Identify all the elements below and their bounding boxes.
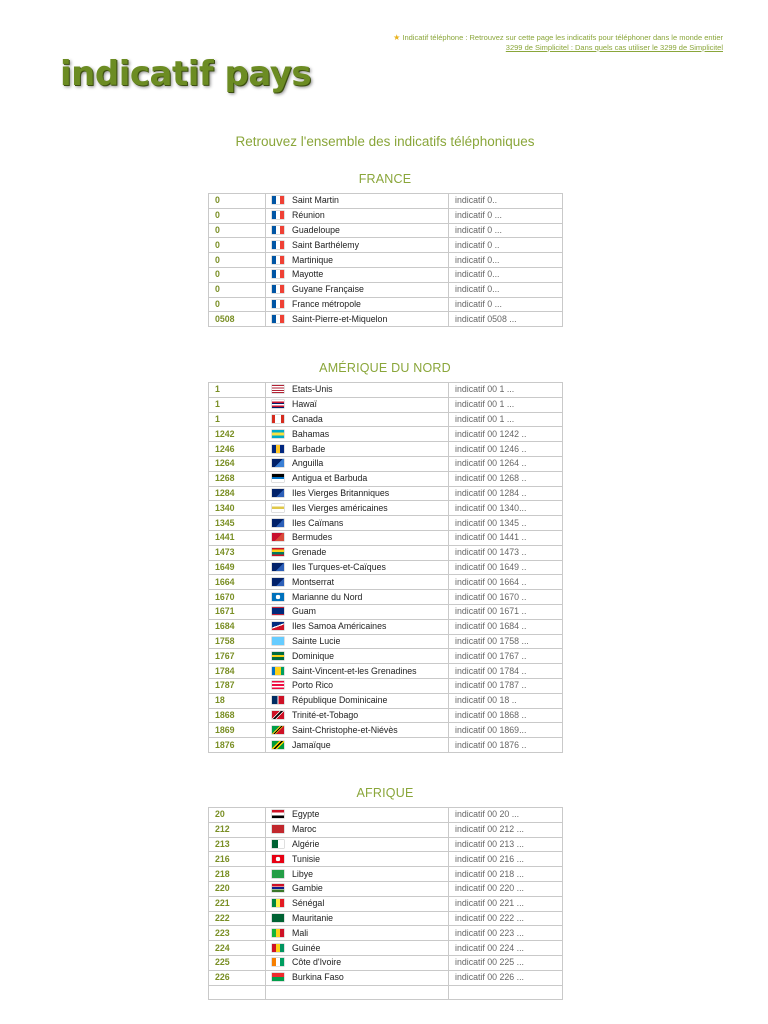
section-title-france: FRANCE	[358, 172, 412, 186]
country-cell	[266, 282, 449, 297]
table-row	[209, 896, 563, 911]
country-code: 1441	[209, 530, 266, 545]
flag-mr-icon	[272, 914, 284, 922]
country-name: Marianne du Nord	[292, 591, 363, 602]
flag-kn-icon	[272, 726, 284, 734]
indicatif-link-senegal[interactable]: indicatif 00 221 ...	[449, 896, 563, 911]
flag-hi-icon	[272, 400, 284, 408]
indicatif-link-antigua-et-barbuda[interactable]: indicatif 00 1268 ..	[449, 471, 563, 486]
country-cell	[266, 545, 449, 560]
country-cell	[266, 926, 449, 941]
country-cell	[266, 412, 449, 427]
country-code: 1649	[209, 560, 266, 575]
country-name: Burkina Faso	[292, 972, 344, 983]
flag-gn-icon	[272, 944, 284, 952]
indicatif-link-mauritanie[interactable]: indicatif 00 222 ...	[449, 911, 563, 926]
country-code: 1876	[209, 738, 266, 753]
country-code: 0	[209, 208, 266, 223]
table-row	[209, 530, 563, 545]
table-row	[209, 383, 563, 398]
country-code: 0	[209, 238, 266, 253]
country-code: 1	[209, 397, 266, 412]
flag-pr-icon	[272, 681, 284, 689]
country-code: 1767	[209, 649, 266, 664]
country-cell	[266, 911, 449, 926]
table-row	[209, 837, 563, 852]
country-code: 1242	[209, 427, 266, 442]
indicatif-link-egypte[interactable]: indicatif 00 20 ...	[449, 808, 563, 823]
flag-bb-icon	[272, 445, 284, 453]
country-code: 0	[209, 282, 266, 297]
table-row	[209, 619, 563, 634]
flag-as-icon	[272, 622, 284, 630]
country-cell	[266, 693, 449, 708]
flag-vc-icon	[272, 667, 284, 675]
country-code: 221	[209, 896, 266, 911]
indicatif-link-barbade[interactable]: indicatif 00 1246 ..	[449, 442, 563, 457]
indicatif-link-marianne-du-nord[interactable]: indicatif 00 1670 ..	[449, 590, 563, 605]
country-name: Maroc	[292, 824, 317, 835]
flag-ky-icon	[272, 519, 284, 527]
section-title-afrique: AFRIQUE	[356, 786, 414, 800]
flag-bf-icon	[272, 973, 284, 981]
flag-ag-icon	[272, 474, 284, 482]
indicatif-link-gambie[interactable]: indicatif 00 220 ...	[449, 881, 563, 896]
table-row	[209, 223, 563, 238]
flag-ma-icon	[272, 825, 284, 833]
country-name: Anguilla	[292, 458, 324, 469]
country-code: 1784	[209, 664, 266, 679]
indicatif-link-cote-d-ivoire[interactable]: indicatif 00 225 ...	[449, 955, 563, 970]
country-cell	[266, 738, 449, 753]
country-cell	[266, 708, 449, 723]
country-code: 0	[209, 267, 266, 282]
table-row	[209, 634, 563, 649]
country-code: 1246	[209, 442, 266, 457]
country-cell	[266, 194, 449, 209]
indicatif-link-etats-unis[interactable]: indicatif 00 1 ...	[449, 383, 563, 398]
country-cell	[266, 678, 449, 693]
page-subtitle: Retrouvez l'ensemble des indicatifs téléphoniques	[235, 134, 535, 149]
country-code: 216	[209, 852, 266, 867]
table-amerique-du-nord	[208, 382, 563, 753]
flag-fr-icon	[272, 285, 284, 293]
country-cell	[266, 297, 449, 312]
country-name: Guam	[292, 606, 316, 617]
country-name: Guinée	[292, 942, 321, 953]
country-cell	[266, 267, 449, 282]
top-links	[393, 33, 723, 53]
table-row	[209, 664, 563, 679]
indicatif-link-montserrat[interactable]: indicatif 00 1664 ..	[449, 575, 563, 590]
country-cell	[266, 970, 449, 985]
country-cell	[266, 397, 449, 412]
country-name: République Dominicaine	[292, 695, 388, 706]
indicatif-link-iles-vierges-britanniques[interactable]: indicatif 00 1284 ..	[449, 486, 563, 501]
country-code: 1	[209, 383, 266, 398]
country-cell	[266, 238, 449, 253]
country-name: Côte d'Ivoire	[292, 957, 342, 968]
flag-tt-icon	[272, 711, 284, 719]
flag-bs-icon	[272, 430, 284, 438]
country-cell	[266, 530, 449, 545]
flag-dm-icon	[272, 652, 284, 660]
flag-fr-icon	[272, 300, 284, 308]
flag-vi-icon	[272, 504, 284, 512]
indicatif-link-saint-barthelemy[interactable]: indicatif 0 ..	[449, 238, 563, 253]
country-cell	[266, 456, 449, 471]
country-cell	[266, 223, 449, 238]
country-name: Antigua et Barbuda	[292, 473, 368, 484]
indicatif-cell	[449, 985, 563, 1000]
table-row	[209, 238, 563, 253]
country-name: Iles Vierges américaines	[292, 502, 388, 513]
flag-ai-icon	[272, 459, 284, 467]
flag-lc-icon	[272, 637, 284, 645]
indicatif-link-tunisie[interactable]: indicatif 00 216 ...	[449, 852, 563, 867]
country-cell	[266, 955, 449, 970]
country-name: Iles Vierges Britanniques	[292, 487, 390, 498]
country-cell	[266, 867, 449, 882]
country-name: Libye	[292, 868, 314, 879]
country-code: 0	[209, 253, 266, 268]
country-code: 223	[209, 926, 266, 941]
country-cell	[266, 808, 449, 823]
indicatif-link-iles-vierges-americaines[interactable]: indicatif 00 1340...	[449, 501, 563, 516]
table-row	[209, 955, 563, 970]
flag-fr-icon	[272, 226, 284, 234]
country-code: 220	[209, 881, 266, 896]
flag-fr-icon	[272, 256, 284, 264]
country-cell	[266, 852, 449, 867]
flag-fr-icon	[272, 315, 284, 323]
indicatif-link-sainte-lucie[interactable]: indicatif 00 1758 ...	[449, 634, 563, 649]
flag-vg-icon	[272, 489, 284, 497]
flag-jm-icon	[272, 741, 284, 749]
table-row	[209, 560, 563, 575]
country-code: 1671	[209, 604, 266, 619]
flag-ci-icon	[272, 958, 284, 966]
table-row	[209, 397, 563, 412]
flag-tn-icon	[272, 855, 284, 863]
country-cell	[266, 896, 449, 911]
table-row	[209, 708, 563, 723]
indicatif-link-grenade[interactable]: indicatif 00 1473 ..	[449, 545, 563, 560]
table-row	[209, 693, 563, 708]
country-name: Grenade	[292, 547, 327, 558]
flag-ms-icon	[272, 578, 284, 586]
country-name: Etats-Unis	[292, 384, 333, 395]
table-row	[209, 208, 563, 223]
table-row	[209, 412, 563, 427]
indicatif-link-porto-rico[interactable]: indicatif 00 1787 ..	[449, 678, 563, 693]
indicatif-link-saint-pierre-et-miquelon[interactable]: indicatif 0508 ...	[449, 312, 563, 327]
country-cell	[266, 471, 449, 486]
indicatif-link-guam[interactable]: indicatif 00 1671 ..	[449, 604, 563, 619]
country-name: Iles Turques-et-Caïques	[292, 561, 386, 572]
country-cell	[266, 837, 449, 852]
country-code: 1264	[209, 456, 266, 471]
country-cell	[266, 427, 449, 442]
country-cell	[266, 516, 449, 531]
country-code: 218	[209, 867, 266, 882]
country-cell	[266, 634, 449, 649]
flag-mp-icon	[272, 593, 284, 601]
country-code: 212	[209, 822, 266, 837]
country-name: Sénégal	[292, 898, 325, 909]
table-row	[209, 649, 563, 664]
table-row	[209, 456, 563, 471]
section-title-amerique-du-nord: AMÉRIQUE DU NORD	[319, 361, 451, 375]
country-code: 213	[209, 837, 266, 852]
country-name: Saint-Christophe-et-Niévès	[292, 724, 398, 735]
indicatif-link-iles-caimans[interactable]: indicatif 00 1345 ..	[449, 516, 563, 531]
country-code: 225	[209, 955, 266, 970]
country-code: 18	[209, 693, 266, 708]
country-code: 1284	[209, 486, 266, 501]
country-name: France métropole	[292, 298, 361, 309]
country-name: Saint Barthélemy	[292, 239, 359, 250]
country-cell	[266, 486, 449, 501]
country-name: Trinité-et-Tobago	[292, 709, 359, 720]
country-cell	[266, 560, 449, 575]
indicatif-link-saint-martin[interactable]: indicatif 0..	[449, 194, 563, 209]
country-code: 1787	[209, 678, 266, 693]
country-name: Bahamas	[292, 428, 330, 439]
country-code: 0	[209, 297, 266, 312]
table-row	[209, 427, 563, 442]
country-code: 1664	[209, 575, 266, 590]
country-name: Montserrat	[292, 576, 335, 587]
table-row	[209, 297, 563, 312]
table-row	[209, 941, 563, 956]
country-code: 1	[209, 412, 266, 427]
table-row	[209, 678, 563, 693]
table-row	[209, 575, 563, 590]
top-link-1[interactable]	[393, 33, 723, 43]
country-code: 1869	[209, 723, 266, 738]
flag-do-icon	[272, 696, 284, 704]
table-row	[209, 516, 563, 531]
indicatif-link-bahamas[interactable]: indicatif 00 1242 ..	[449, 427, 563, 442]
indicatif-link-dominique[interactable]: indicatif 00 1767 ..	[449, 649, 563, 664]
country-cell	[266, 383, 449, 398]
table-afrique	[208, 807, 563, 1000]
flag-gd-icon	[272, 548, 284, 556]
flag-ca-icon	[272, 415, 284, 423]
indicatif-link-trinite-et-tobago[interactable]: indicatif 00 1868 ..	[449, 708, 563, 723]
table-row	[209, 867, 563, 882]
country-cell	[266, 442, 449, 457]
table-row	[209, 985, 563, 1000]
table-row	[209, 604, 563, 619]
indicatif-link-reunion[interactable]: indicatif 0 ...	[449, 208, 563, 223]
country-name: Barbade	[292, 443, 326, 454]
flag-bm-icon	[272, 533, 284, 541]
country-name: Guadeloupe	[292, 224, 340, 235]
country-cell	[266, 723, 449, 738]
indicatif-link-republique-dominicaine[interactable]: indicatif 00 18 ..	[449, 693, 563, 708]
country-code: 1340	[209, 501, 266, 516]
flag-ly-icon	[272, 870, 284, 878]
country-name: Saint-Vincent-et-les Grenadines	[292, 665, 417, 676]
country-code: 20	[209, 808, 266, 823]
country-name: Jamaïque	[292, 739, 331, 750]
table-row	[209, 926, 563, 941]
flag-fr-icon	[272, 196, 284, 204]
flag-fr-icon	[272, 211, 284, 219]
country-name: Sainte Lucie	[292, 635, 341, 646]
country-name: Martinique	[292, 254, 334, 265]
country-cell	[266, 664, 449, 679]
country-name: Réunion	[292, 210, 325, 221]
country-code: 222	[209, 911, 266, 926]
table-row	[209, 312, 563, 327]
country-name: Mali	[292, 927, 309, 938]
country-name: Saint-Pierre-et-Miquelon	[292, 313, 388, 324]
country-code: 1473	[209, 545, 266, 560]
country-cell	[266, 501, 449, 516]
indicatif-link-burkina-faso[interactable]: indicatif 00 226 ...	[449, 970, 563, 985]
country-code: 1345	[209, 516, 266, 531]
table-row	[209, 822, 563, 837]
indicatif-link-iles-turques-et-caiques[interactable]: indicatif 00 1649 ..	[449, 560, 563, 575]
country-cell	[266, 881, 449, 896]
flag-tc-icon	[272, 563, 284, 571]
indicatif-link-martinique[interactable]: indicatif 0...	[449, 253, 563, 268]
country-name: Bermudes	[292, 532, 333, 543]
indicatif-link-saint-vincent-et-les-grenadines[interactable]: indicatif 00 1784 ..	[449, 664, 563, 679]
table-row	[209, 253, 563, 268]
indicatif-link-iles-samoa-americaines[interactable]: indicatif 00 1684 ..	[449, 619, 563, 634]
flag-dz-icon	[272, 840, 284, 848]
country-cell	[266, 253, 449, 268]
table-row	[209, 970, 563, 985]
country-cell	[266, 208, 449, 223]
country-cell	[266, 822, 449, 837]
star-icon: ★	[393, 33, 401, 42]
country-name: Tunisie	[292, 853, 321, 864]
table-row	[209, 501, 563, 516]
country-name: Hawaï	[292, 399, 317, 410]
table-row	[209, 738, 563, 753]
country-name: Mauritanie	[292, 912, 334, 923]
table-row	[209, 590, 563, 605]
country-name: Canada	[292, 413, 323, 424]
country-name: Gambie	[292, 883, 323, 894]
indicatif-link-maroc[interactable]: indicatif 00 212 ...	[449, 822, 563, 837]
flag-ml-icon	[272, 929, 284, 937]
indicatif-link-saint-christophe-et-nieves[interactable]: indicatif 00 1869...	[449, 723, 563, 738]
country-code: 0	[209, 194, 266, 209]
top-link-2[interactable]	[393, 43, 723, 53]
country-code: 1758	[209, 634, 266, 649]
indicatif-link-mali[interactable]: indicatif 00 223 ...	[449, 926, 563, 941]
country-name: Iles Samoa Américaines	[292, 621, 387, 632]
simplicitel-link[interactable]: 3299 de Simplicitel : Dans quels cas utiliser le 3299 de Simplicitel	[505, 43, 723, 52]
site-logo[interactable]: indicatif pays	[60, 54, 312, 94]
indicatif-link-anguilla[interactable]: indicatif 00 1264 ..	[449, 456, 563, 471]
flag-fr-icon	[272, 270, 284, 278]
country-name: Mayotte	[292, 269, 324, 280]
indicatif-link-guinee[interactable]: indicatif 00 224 ...	[449, 941, 563, 956]
table-row	[209, 723, 563, 738]
flag-eg-icon	[272, 810, 284, 818]
country-cell	[266, 649, 449, 664]
table-row	[209, 194, 563, 209]
indicatif-link-jamaique[interactable]: indicatif 00 1876 ..	[449, 738, 563, 753]
table-row	[209, 282, 563, 297]
country-code: 1670	[209, 590, 266, 605]
table-row	[209, 267, 563, 282]
flag-fr-icon	[272, 241, 284, 249]
indicatif-link-mayotte[interactable]: indicatif 0...	[449, 267, 563, 282]
table-row	[209, 471, 563, 486]
indicatif-link-canada[interactable]: indicatif 00 1 ...	[449, 412, 563, 427]
table-row	[209, 881, 563, 896]
country-code: 224	[209, 941, 266, 956]
indicatif-link-hawai[interactable]: indicatif 00 1 ...	[449, 397, 563, 412]
indicatif-link-bermudes[interactable]: indicatif 00 1441 ..	[449, 530, 563, 545]
indicatif-link-libye[interactable]: indicatif 00 218 ...	[449, 867, 563, 882]
country-code: 1868	[209, 708, 266, 723]
country-code: 1684	[209, 619, 266, 634]
country-cell	[266, 575, 449, 590]
country-cell	[266, 604, 449, 619]
country-name: Porto Rico	[292, 680, 334, 691]
country-code: 1268	[209, 471, 266, 486]
country-code: 0	[209, 223, 266, 238]
country-cell	[266, 985, 449, 1000]
country-name: Saint Martin	[292, 195, 339, 206]
country-cell	[266, 312, 449, 327]
indicatif-link-guyane-francaise[interactable]: indicatif 0...	[449, 282, 563, 297]
country-name: Guyane Française	[292, 284, 364, 295]
table-row	[209, 911, 563, 926]
country-code	[209, 985, 266, 1000]
flag-sn-icon	[272, 899, 284, 907]
country-code: 0508	[209, 312, 266, 327]
flag-gu-icon	[272, 607, 284, 615]
table-row	[209, 486, 563, 501]
table-france	[208, 193, 563, 327]
country-cell	[266, 619, 449, 634]
country-name: Dominique	[292, 650, 335, 661]
country-cell	[266, 941, 449, 956]
table-row	[209, 808, 563, 823]
country-name: Algérie	[292, 838, 320, 849]
flag-gm-icon	[272, 884, 284, 892]
table-row	[209, 545, 563, 560]
country-code: 226	[209, 970, 266, 985]
country-name: Iles Caïmans	[292, 517, 344, 528]
country-cell	[266, 590, 449, 605]
indicatif-link-france-metropole[interactable]: indicatif 0 ...	[449, 297, 563, 312]
indicatif-telephone-link[interactable]: Indicatif téléphone : Retrouvez sur cette page les indicatifs pour téléphoner dans le monde entier	[402, 33, 723, 42]
indicatif-link-algerie[interactable]: indicatif 00 213 ...	[449, 837, 563, 852]
flag-us-icon	[272, 385, 284, 393]
country-name: Egypte	[292, 809, 320, 820]
indicatif-link-guadeloupe[interactable]: indicatif 0 ...	[449, 223, 563, 238]
table-row	[209, 442, 563, 457]
table-row	[209, 852, 563, 867]
